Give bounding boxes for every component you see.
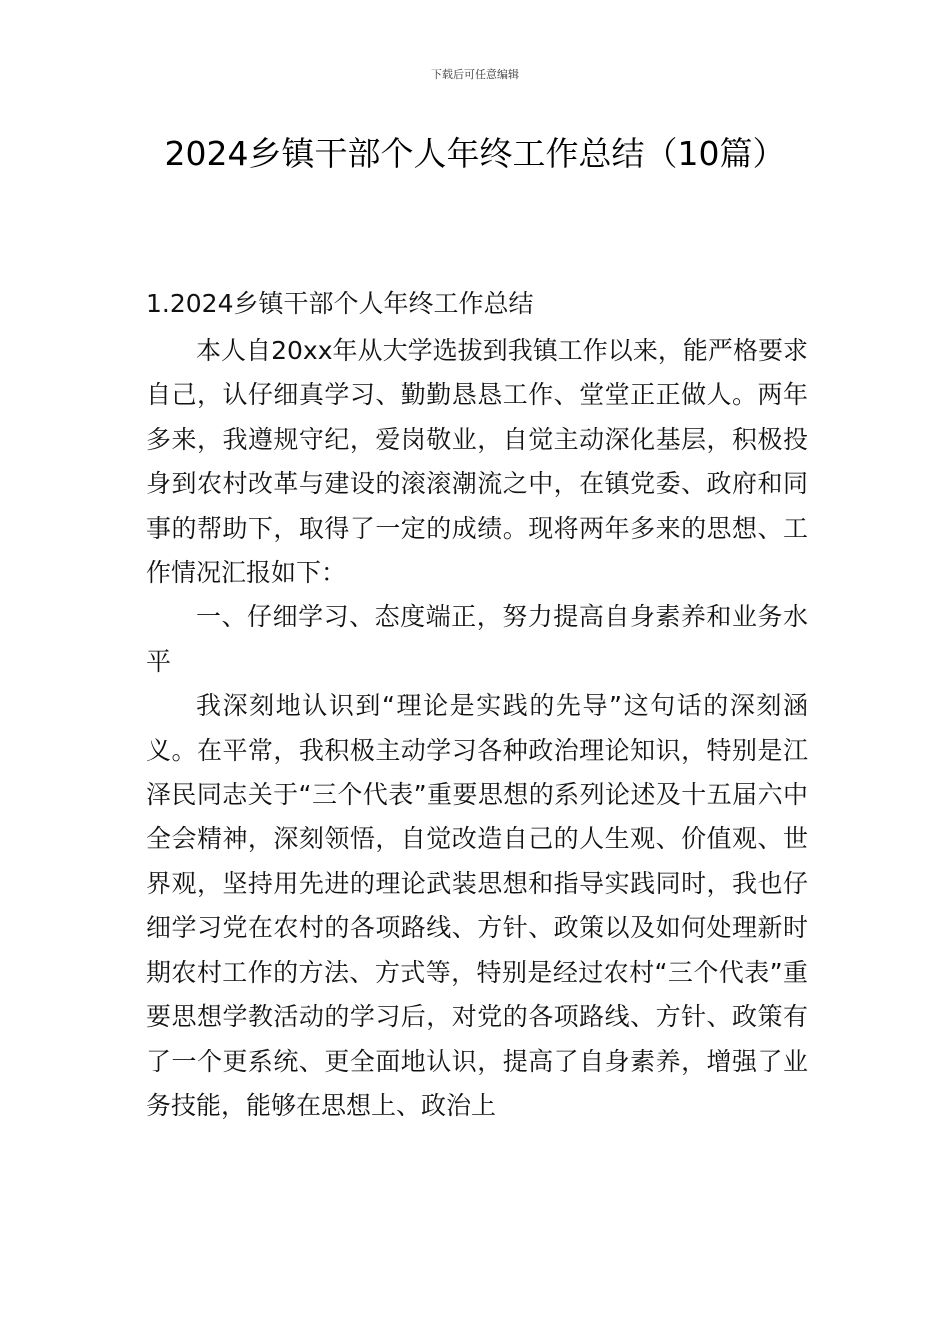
paragraph-study: 我深刻地认识到“理论是实践的先导”这句话的深刻涵义。在平常，我积极主动学习各种政治理论知识，特别是江泽民同志关于“三个代表”重要思想的系列论述及十五届六中全会精神，深刻领悟，自觉改造自己的人生观、价值观、世界观，坚持用先进的理论武装思想和指导实践同时，我也仔细学习党在农村的各项路线、方针、政策以及如何处理新时期农村工作的方法、方式等，特别是经过农村“三个代表”重要思想学教活动的学习后，对党的各项路线、方针、政策有了一个更系统、更全面地认识，提高了自身素养，增强了业务技能，能够在思想上、政治上 [146, 691, 808, 1120]
paragraph-subheading: 一、仔细学习、态度端正，努力提高自身素养和业务水平 [146, 602, 808, 676]
document-title: 2024乡镇干部个人年终工作总结（10篇） [164, 134, 786, 173]
paragraph-intro: 本人自20xx年从大学选拔到我镇工作以来，能严格要求自己，认仔细真学习、勤勤恳恳工作、堂堂正正做人。两年多来，我遵规守纪，爱岗敬业，自觉主动深化基层，积极投身到农村改革与建设的滚滚潮流之中，在镇党委、政府和同事的帮助下，取得了一定的成绩。现将两年多来的思想、工作情况汇报如下： [146, 336, 808, 588]
section-heading: 1.2024乡镇干部个人年终工作总结 [146, 289, 534, 318]
header-note: 下载后可任意编辑 [431, 68, 519, 81]
document-body [146, 329, 808, 1128]
